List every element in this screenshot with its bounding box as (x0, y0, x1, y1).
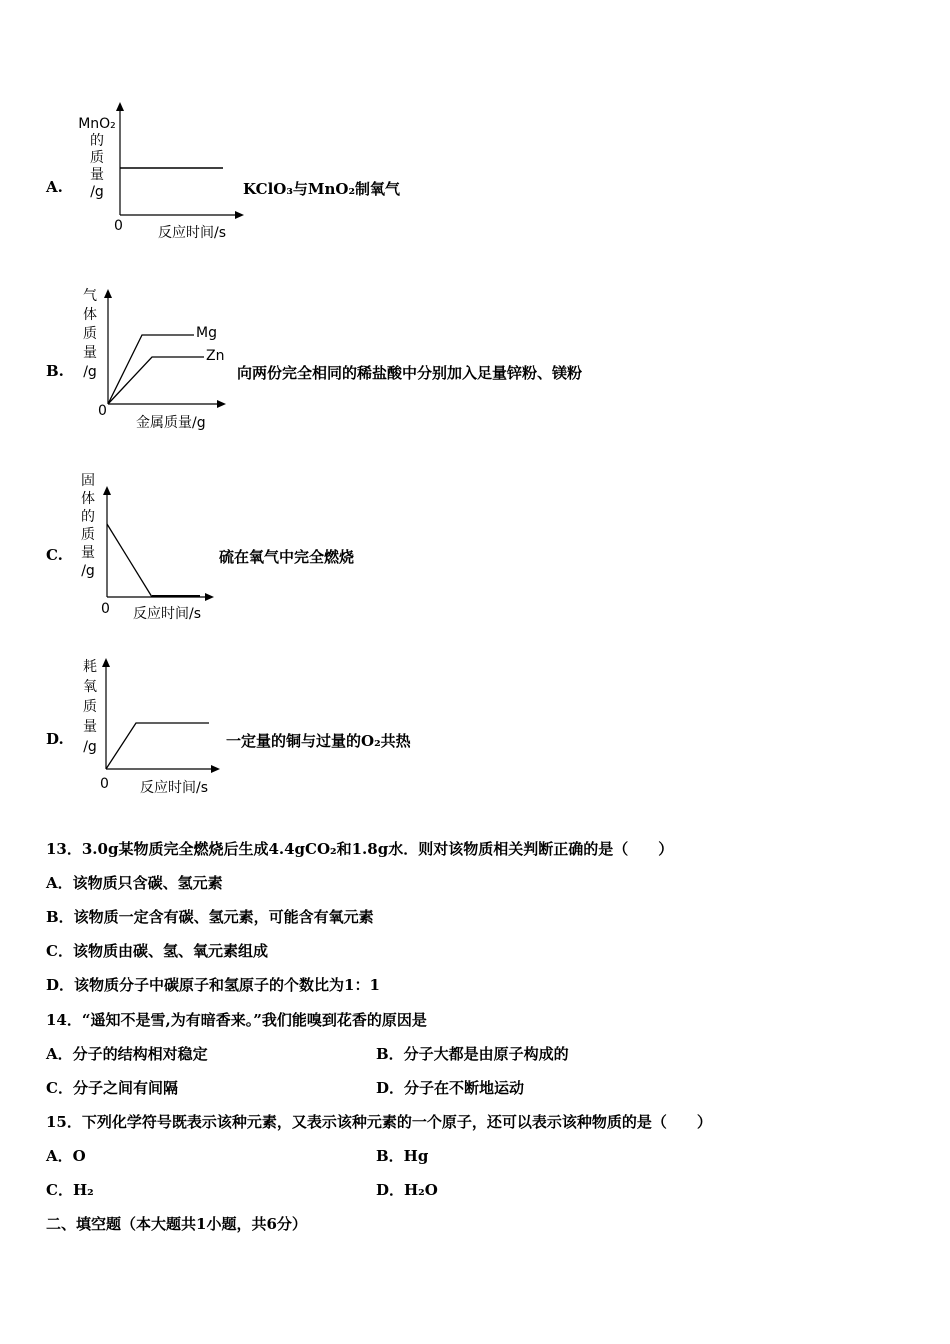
graph-c-y-label-part: 固 (81, 473, 95, 489)
graph-a-x-arrow (235, 211, 244, 219)
graph-d-y-label-part: 耗 (83, 659, 97, 675)
option-a-letter: A. (46, 178, 63, 196)
q13-option-a[interactable]: A．该物质只含碳、氢元素 (46, 874, 223, 892)
graph-d-origin: 0 (100, 776, 109, 792)
q13-option-d[interactable]: D．该物质分子中碳原子和氢原子的个数比为1：1 (46, 976, 380, 994)
graph-c-y-label-part: 体 (81, 491, 95, 507)
graph-c-x-label: 反应时间/s (133, 606, 202, 622)
graph-b-curve-mg (108, 335, 194, 404)
graph-a-y-label (74, 116, 120, 201)
q15-option-d[interactable]: D．H₂O (376, 1181, 438, 1199)
graph-b-y-arrow (104, 289, 112, 298)
graph-b-y-label (78, 287, 102, 382)
graph-a-y-label-part: MnO₂ (78, 116, 116, 132)
graph-b-origin: 0 (98, 403, 107, 419)
graph-c-x-arrow (205, 593, 214, 601)
graph-b-curve-zn (108, 357, 204, 404)
graph-d-y-label-part: 量 (83, 719, 97, 735)
graph-b-y-label-part: 气 (83, 288, 97, 304)
graph-d-x-arrow (211, 765, 220, 773)
q13-option-c[interactable]: C．该物质由碳、氢、氧元素组成 (46, 942, 268, 960)
graph-c-y-label (76, 472, 100, 580)
graph-b-x-label: 金属质量/g (136, 415, 206, 431)
q14-option-a[interactable]: A．分子的结构相对稳定 (46, 1045, 208, 1063)
graph-d-desc: 一定量的铜与过量的O₂共热 (226, 732, 411, 750)
q14-option-c[interactable]: C．分子之间有间隔 (46, 1079, 178, 1097)
graph-d-y-label-part: /g (83, 739, 97, 755)
graph-b-x-arrow (217, 400, 226, 408)
graph-b-y-label-part: 体 (83, 307, 97, 323)
q14-option-b[interactable]: B．分子大都是由原子构成的 (376, 1045, 569, 1063)
graph-a-y-label-part: /g (90, 184, 104, 200)
graph-c-y-arrow (103, 486, 111, 495)
option-d-letter: D. (46, 730, 64, 748)
q14-option-d[interactable]: D．分子在不断地运动 (376, 1079, 525, 1097)
graph-d-x-label: 反应时间/s (140, 780, 209, 796)
graph-d-y-label (78, 657, 102, 757)
q15-option-a[interactable]: A．O (46, 1147, 86, 1165)
graph-b-y-label-part: 量 (83, 345, 97, 361)
option-b-letter: B. (46, 362, 64, 380)
graph-d-curve (106, 723, 209, 769)
graph-c-origin: 0 (101, 601, 110, 617)
graph-a-origin: 0 (114, 218, 123, 234)
graph-c-y-label-part: 质 (81, 527, 95, 543)
graph-c-y-label-part: 量 (81, 545, 95, 561)
section-2-title: 二、填空题（本大题共1小题，共6分） (46, 1215, 307, 1233)
graph-c-curve-decline (107, 524, 152, 597)
graph-d-y-arrow (102, 658, 110, 667)
q15-option-b[interactable]: B．Hg (376, 1147, 429, 1165)
graph-b-desc: 向两份完全相同的稀盐酸中分别加入足量锌粉、镁粉 (237, 364, 583, 382)
q13-option-b[interactable]: B．该物质一定含有碳、氢元素，可能含有氧元素 (46, 908, 374, 926)
graph-b (70, 285, 250, 435)
graph-c-y-label-part: /g (81, 563, 95, 579)
graph-b-series-zn: Zn (206, 348, 225, 364)
option-c-letter: C. (46, 546, 63, 564)
graph-b-y-label-part: /g (83, 364, 97, 380)
graph-a-y-label-part: 的 (90, 133, 104, 149)
graph-a (70, 100, 250, 245)
graph-d-y-label-part: 氧 (83, 679, 97, 695)
graph-a-desc: KClO₃与MnO₂制氧气 (243, 180, 401, 198)
q13-stem: 13．3.0g某物质完全燃烧后生成4.4gCO₂和1.8g水．则对该物质相关判断正确的是（ ） (46, 840, 674, 858)
q15-option-c[interactable]: C．H₂ (46, 1181, 94, 1199)
graph-c-desc: 硫在氧气中完全燃烧 (219, 548, 355, 566)
graph-a-y-arrow (116, 102, 124, 111)
graph-a-x-label: 反应时间/s (158, 225, 227, 241)
graph-d (70, 655, 250, 800)
graph-b-series-mg: Mg (196, 325, 217, 341)
q15-stem: 15．下列化学符号既表示该种元素，又表示该种元素的一个原子，还可以表示该种物质的是（ ） (46, 1113, 712, 1131)
graph-a-y-label-part: 质 (90, 150, 104, 166)
graph-a-y-label-part: 量 (90, 167, 104, 183)
graph-c-y-label-part: 的 (81, 509, 95, 525)
graph-b-y-label-part: 质 (83, 326, 97, 342)
graph-d-y-label-part: 质 (83, 699, 97, 715)
q14-stem: 14．“遥知不是雪,为有暗香来。”我们能嗅到花香的原因是 (46, 1011, 427, 1029)
